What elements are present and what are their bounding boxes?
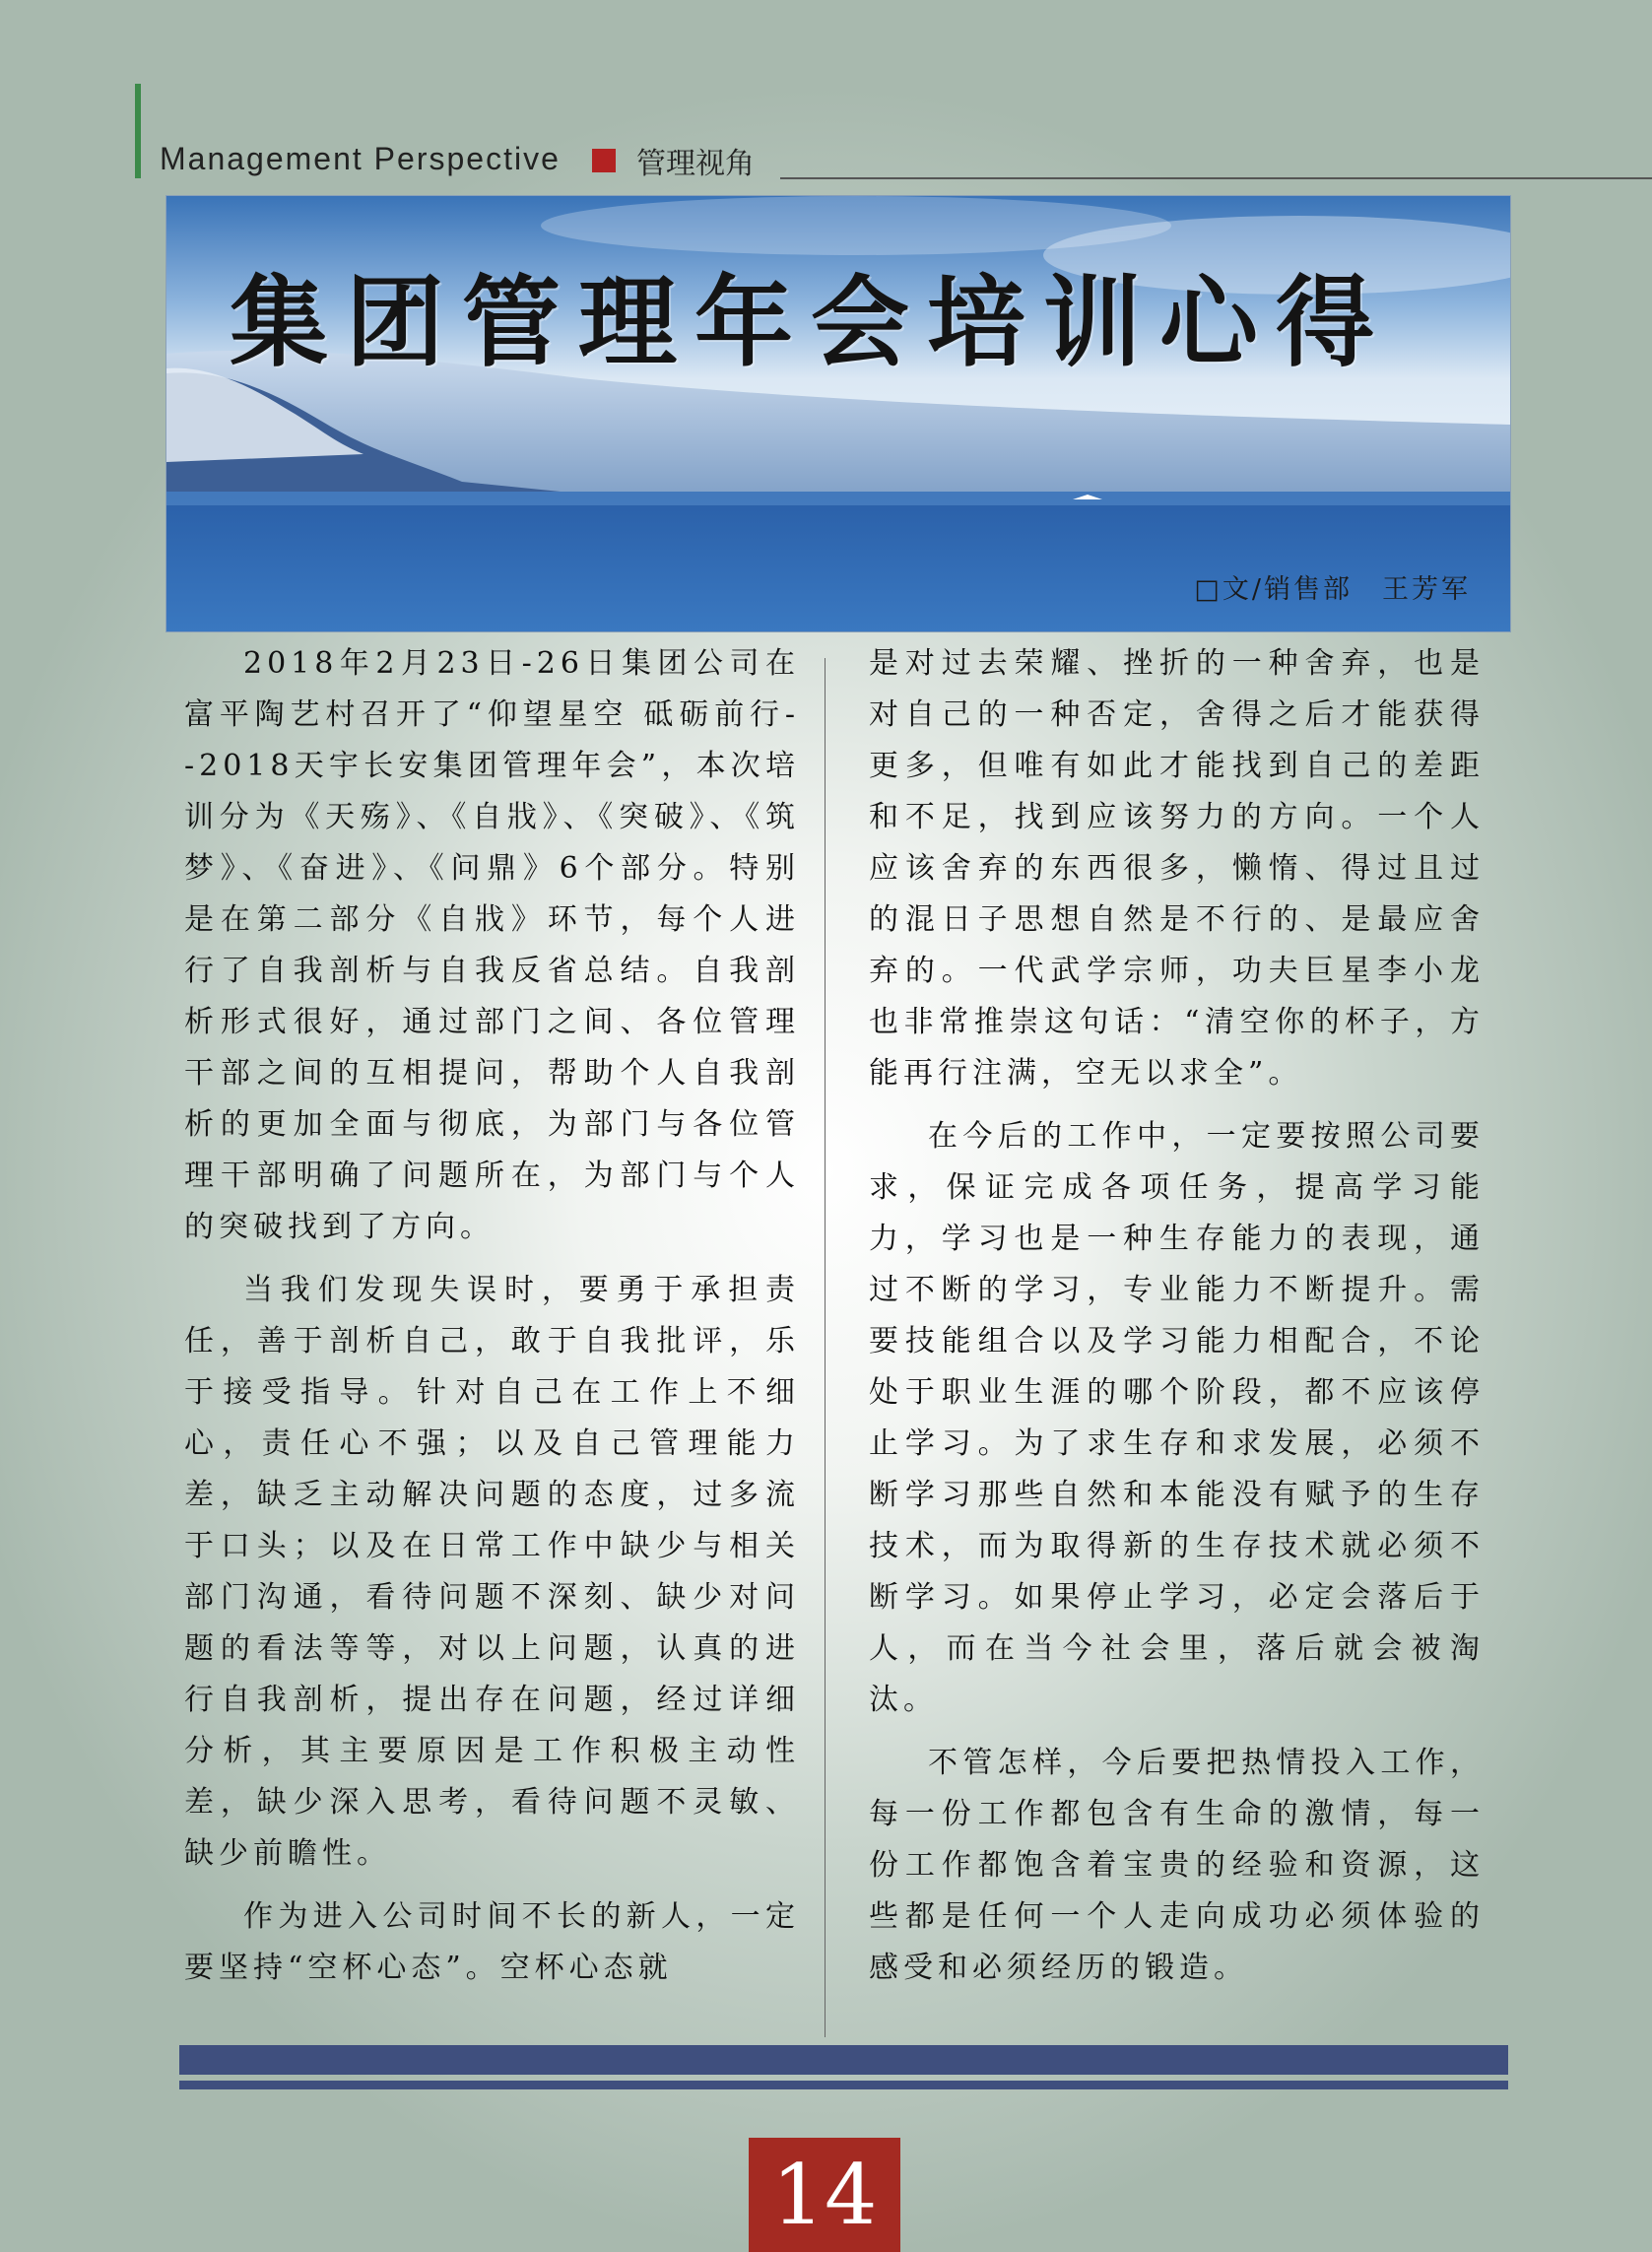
header-rule	[780, 177, 1652, 179]
footer-band-thin	[179, 2081, 1508, 2089]
paragraph: 当我们发现失误时，要勇于承担责任，善于剖析自己，敢于自我批评，乐于接受指导。针对自己在工作上不细心，责任心不强；以及自己管理能力差，缺乏主动解决问题的态度，过多流于口头；以及在日常工作中缺少与相关部门沟通，看待问题不深刻、缺少对问题的看法等等，对以上问题，认真的进行自我剖析，提出存在问题，经过详细分析，其主要原因是工作积极主动性差，缺少深入思考，看待问题不灵敏、缺少前瞻性。	[184, 1273, 800, 1871]
section-label-english: Management Perspective	[160, 141, 561, 176]
column-divider	[825, 658, 826, 2037]
paragraph: 2018年2月23日-26日集团公司在富平陶艺村召开了“仰望星空 砥砺前行--2018天宇长安集团管理年会”，本次培训分为《天殇》、《自戕》、《突破》、《筑梦》、《奋进》、《问鼎》6个部分。特别是在第二部分《自戕》环节，每个人进行了自我剖析与自我反省总结。自我剖析形式很好，通过部门之间、各位管理干部之间的互相提问，帮助个人自我剖析的更加全面与彻底，为部门与各位管理干部明确了问题所在，为部门与个人的突破找到了方向。	[184, 646, 800, 1244]
article-column-right	[869, 638, 1485, 1994]
paragraph: 不管怎样，今后要把热情投入工作，每一份工作都包含有生命的激情，每一份工作都饱含着宝贵的经验和资源，这些都是任何一个人走向成功必须体验的感受和必须经历的锻造。	[869, 1746, 1485, 1985]
footer-band	[179, 2045, 1508, 2075]
header-accent-bar	[135, 84, 141, 178]
header-square-icon	[592, 149, 616, 172]
article-byline: □文/销售部 王芳军	[1194, 574, 1471, 605]
paragraph: 是对过去荣耀、挫折的一种舍弃，也是对自己的一种否定，舍得之后才能获得更多，但唯有如此才能找到自己的差距和不足，找到应该努力的方向。一个人应该舍弃的东西很多，懒惰、得过且过的混日子思想自然是不行的、是最应舍弃的。一代武学宗师，功夫巨星李小龙也非常推崇这句话：“清空你的杯子，方能再行注满，空无以求全”。	[869, 646, 1485, 1091]
paragraph: 在今后的工作中，一定要按照公司要求，保证完成各项任务，提高学习能力，学习也是一种生存能力的表现，通过不断的学习，专业能力不断提升。需要技能组合以及学习能力相配合，不论处于职业生涯的哪个阶段，都不应该停止学习。为了求生存和求发展，必须不断学习那些自然和本能没有赋予的生存技术，而为取得新的生存技术就必须不断学习。如果停止学习，必定会落后于人，而在当今社会里，落后就会被淘汰。	[869, 1119, 1485, 1717]
section-label-chinese: 管理视角	[636, 147, 755, 181]
article-banner	[165, 195, 1511, 632]
article-title: 集团管理年会培训心得	[230, 264, 1392, 380]
article-column-left	[184, 638, 800, 1994]
paragraph: 作为进入公司时间不长的新人，一定要坚持“空杯心态”。空杯心态就	[184, 1899, 800, 1985]
page-number: 14	[749, 2138, 900, 2252]
